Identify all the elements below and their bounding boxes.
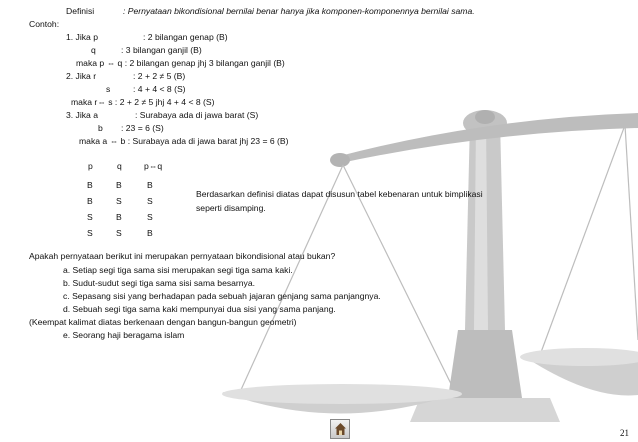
example-1-q-text: : 3 bilangan ganjil (B): [121, 45, 202, 55]
definition-label: Definisi: [66, 6, 95, 16]
table-cell: B: [116, 180, 122, 190]
table-cell: S: [147, 212, 153, 222]
list-item: d. Sebuah segi tiga sama kaki mempunyai dua sisi yang sama panjang.: [63, 304, 336, 314]
table-cell: B: [147, 180, 153, 190]
example-1-p-label: 1. Jika p: [66, 32, 99, 42]
table-cell: S: [87, 212, 93, 222]
example-3-p-text: : Surabaya ada di jawa barat (S): [135, 110, 259, 120]
page-number: 21: [620, 428, 629, 438]
list-note: (Keempat kalimat diatas berkenaan dengan bangun-bangun geometri): [29, 317, 297, 327]
table-cell: B: [87, 180, 93, 190]
example-2-q-text: : 4 + 4 < 8 (S): [133, 84, 186, 94]
example-2-q-label: s: [106, 84, 111, 94]
example-2-result: maka r⇔ s : 2 + 2 ≠ 5 jhj 4 + 4 < 8 (S): [71, 97, 215, 107]
table-cell: S: [116, 228, 122, 238]
example-3-q-label: b: [98, 123, 103, 133]
example-1-result: maka p ⇔ q : 2 bilangan genap jhj 3 bilangan ganjil (B): [76, 58, 285, 68]
example-1-q-label: q: [91, 45, 96, 55]
table-cell: S: [87, 228, 93, 238]
example-3-result: maka a ⇔ b : Surabaya ada di jawa barat jhj 23 = 6 (B): [79, 136, 289, 146]
list-item: c. Sepasang sisi yang berhadapan pada sebuah jajaran genjang sama panjangnya.: [63, 291, 381, 301]
example-1-p-text: : 2 bilangan genap (B): [143, 32, 228, 42]
home-icon: [334, 422, 347, 436]
table-cell: S: [147, 196, 153, 206]
example-2-p-label: 2. Jika r: [66, 71, 97, 81]
table-header-q: q: [117, 161, 122, 171]
table-cell: B: [147, 228, 153, 238]
table-header-biconditional: p⇔q: [144, 161, 163, 171]
table-note-line-2: seperti disamping.: [196, 203, 266, 213]
example-3-p-label: 3. Jika a: [66, 110, 99, 120]
contoh-label: Contoh:: [29, 19, 60, 29]
table-header-p: p: [88, 161, 93, 171]
question: Apakah pernyataan berikut ini merupakan pernyataan bikondisional atau bukan?: [29, 251, 336, 261]
home-button[interactable]: [330, 419, 350, 439]
table-cell: B: [116, 212, 122, 222]
table-note-line-1: Berdasarkan definisi diatas dapat disusun tabel kebenaran untuk bimplikasi: [196, 189, 483, 199]
table-cell: B: [87, 196, 93, 206]
list-item: b. Sudut-sudut segi tiga sama sisi sama besarnya.: [63, 278, 256, 288]
table-cell: S: [116, 196, 122, 206]
example-2-p-text: : 2 + 2 ≠ 5 (B): [133, 71, 186, 81]
list-item: a. Setiap segi tiga sama sisi merupakan segi tiga sama kaki.: [63, 265, 293, 275]
example-3-q-text: : 23 = 6 (S): [121, 123, 164, 133]
definition-text: : Pernyataan bikondisional bernilai benar hanya jika komponen-komponennya bernilai sama.: [123, 6, 475, 16]
list-item: e. Seorang haji beragama islam: [63, 330, 185, 340]
